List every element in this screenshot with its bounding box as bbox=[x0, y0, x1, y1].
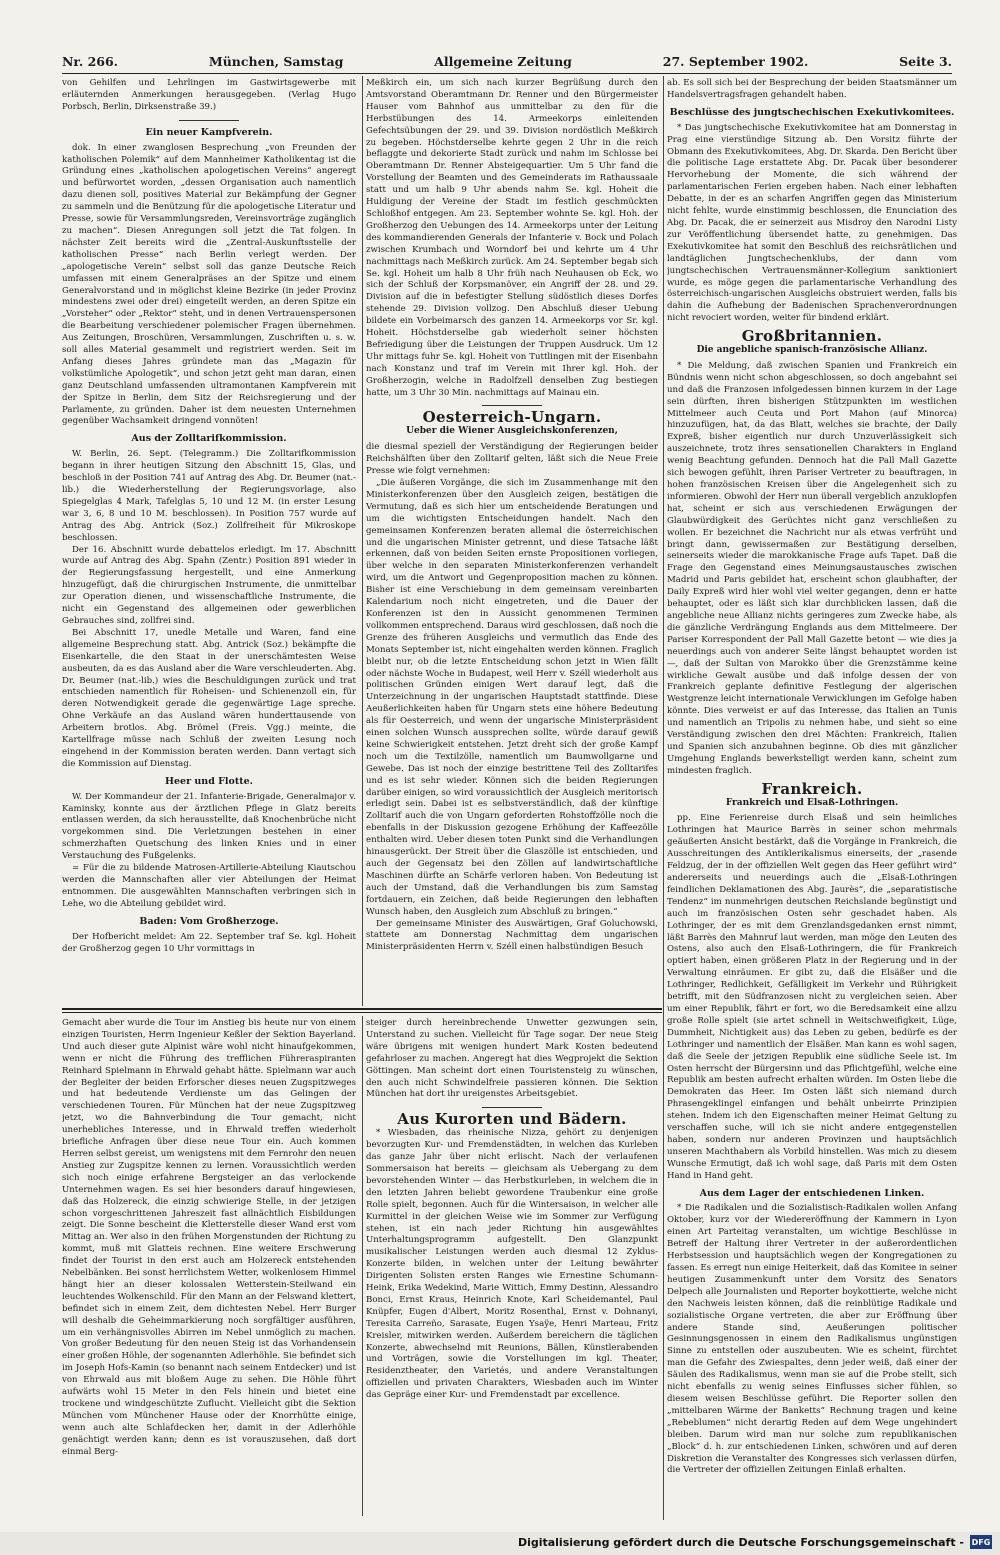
page-number: Seite 3. bbox=[899, 54, 952, 69]
separator bbox=[179, 120, 239, 121]
section-subtitle: Ueber die Wiener Ausgleichskonferenzen, bbox=[406, 426, 618, 437]
paragraph: * Wiesbaden, das rheinische Nizza, gehört zu denjenigen bevorzugten Kur- und Fremdenstädten, in welchen das Kurleben das ganze Jahr über nicht erlischt. Nach der verlaufenen Sommersaison hat bereits — gleichsam als Uebergang zu dem bevorstehenden Winter — das Herbstkurleben, in welchem die in den letzten Jahren beliebt gewordene Traubenkur eine große Rolle spielt, begonnen. Auch für die Wintersaison, in welcher alle Kurmittel in der gleichen Weise wie im Sommer zur Verfügung stehen, ist ein nach jeder Richtung hin ausgewähltes Unterhaltungsprogramm aufgestellt. Den Glanzpunkt musikalischer Leistungen werden auch diesmal 12 Zyklus-Konzerte bilden, in welchen unter der Leitung bewährter Dirigenten Solisten ersten Ranges wie Ernestine Schumann-Heink, Erika Wedekind, Marie Wittich, Emmy Destinn, Alessandro Bonci, Ernst Kraus, Heinrich Knote, Karl Scheidemantel, Paul Knüpfer, Eugen d'Albert, Moritz Rosenthal, Ernst v. Dohnanyi, Teresita Carreño, Sarasate, Eugen Ysaÿe, Henri Marteau, Fritz Kreisler, mitwirken werden. Außerdem bereichern die täglichen Konzerte, abwechselnd mit Reunions, Bällen, Künstlerabenden und Vorträgen, sowie die Vorstellungen im kgl. Theater, Residenztheater, den Varietés, und andere Veranstaltungen offiziellen und privaten Charakters, Wiesbaden auch im Winter das Gepräge einer Kur- und Fremdenstadt par excellence. bbox=[366, 1128, 658, 1401]
section-heading: Aus dem Lager der entschiedenen Linken. bbox=[699, 1187, 925, 1199]
header-rule bbox=[62, 73, 952, 74]
section-subtitle: Die angebliche spanisch-französische Allianz. bbox=[696, 345, 928, 356]
paragraph: Bei Abschnitt 17, unedle Metalle und Waren, fand eine allgemeine Besprechung statt. Abg. Antrick (Soz.) bekämpfte die Eisenkartelle, die den Staat in der unerschämtesten Weise ausbeuten, da es das Ausland aber die Ware verschleuderten. Abg. Dr. Beumer (nat.-lib.) wies die Beschuldigungen zurück und trat entschieden namentlich für Roheisen- und Schienenzoll ein, für deren Notwendigkeit gerade die gegenwärtige Lage spreche. Ohne Verkäufe an das Ausland wären hunderttausende von Arbeitern brotlos. Abg. Brömel (Freis. Vgg.) meinte, die Kartellfrage müsse nach Schluß der zweiten Lesung noch eingehend in der Kommission beraten werden. Dann vertagt sich die Kommission auf Dienstag. bbox=[62, 627, 356, 769]
paragraph: * Die Meldung, daß zwischen Spanien und Frankreich ein Bündnis wenn nicht schon abgeschlossen, so doch angebahnt sei und daß die Franzosen infolgedessen binnen kurzem in der Lage sein dürften, ihren bisherigen Stützpunkten im westlichen Mittelmeer auch Ceuta und Port Mahon (auf Minorca) hinzuzufügen, hat, da das Blatt, welches sie brachte, der Daily Expreß, bisher eigentlich nur durch Unzuverlässigkeit sich auszeichnete, trotz ihres sensationellen Charakters in England wenig Beachtung gefunden. Dennoch hat die Pall Mall Gazette sich bewogen gefühlt, ihren Pariser Vertreter zu beauftragen, in hohen französischen Kreisen über die Angelegenheit sich zu informieren. Obwohl der Herr nun überall vergeblich anzuklopfen hat, scheint er sich aus verschiedenen Erwägungen der Glaubwürdigkeit des Gerüchtes nicht ganz verschließen zu wollen. Er bezeichnet die Nachricht nur als etwas verfrüht und bringt dann, gewissermaßen zur Bestätigung derselben, seinerseits wieder die marokkanische Frage aufs Tapet. Daß die Frage den Gegenstand eines Meinungsaustausches zwischen Madrid und Paris gebildet hat, erscheint schon glaubhafter, der Daily Expreß wird hier wohl viel weiter gegangen, denn er hatte behauptet, oder es läßt sich klar durchblicken lassen, daß die angebliche neue Allianz nichts geringeres zum Zwecke habe, als die gänzliche Verdrängung Englands aus dem Mittelmeere. Der Pariser Korrespondent der Pall Mall Gazette betont — wie dies ja neuerdings auch von anderer Seite längst behauptet worden ist —, daß der Sultan von Marokko über die Grenzstämme keine wirkliche Gewalt ausübe und daß infolge dessen der von Frankreich geplante definitive Festlegung der algerischen Westgrenze leicht internationale Verwicklungen im Gefolge haben könnte. Dies verweist er auf das Interesse, das Italien an Tunis und namentlich an Tripolis zu nehmen habe, und sieht so eine Verständigung zwischen den drei Mächten: Frankreich, Italien und Spanien sich anzubahnen beginne. Ob dies mit gänzlicher Umgehung Englands bewerkstelligt werden kann, scheint zum mindesten fraglich. bbox=[667, 360, 957, 776]
paragraph: W. Der Kommandeur der 21. Infanterie-Brigade, Generalmajor v. Kaminsky, konnte aus der ärztlichen Pflege in Glatz bereits entlassen werden, da sich herausstellte, daß Knochenbrüche nicht vorgekommen sind. Die Verletzungen bestehen in einer schmerzhaften Quetschung des linken Knies und in einer Verstauchung des Fußgelenks. bbox=[62, 791, 356, 862]
column-2-upper bbox=[366, 78, 658, 1004]
paragraph: „Die äußeren Vorgänge, die sich im Zusammenhange mit den Ministerkonferenzen über den Ausgleich zeigen, bestätigen die Vermutung, daß es sich hier um entscheidende Beratungen und um die wichtigsten Entscheidungen handelt. Nach den gemeinsamen Konferenzen beraten allemal die österreichischen und die ungarischen Minister getrennt, und diese Tatsache läßt erkennen, daß von beiden Seiten ernste Propositionen vorliegen, über welche in den separaten Ministerkonferenzen verhandelt wird, um die Antwort und Gegenproposition machen zu können. Bisher ist eine Verschiebung in dem gemeinsam vereinbarten Kalendarium noch nicht eingetreten, und die Dauer der Konferenzen ist den in Aussicht genommenen Terminen vollkommen entsprechend. Daraus wird geschlossen, daß noch die Grenze des früheren Ausgleichs und vermutlich das Ende des Monats September ist, nicht eingehalten werden können. Fraglich bleibt nur, ob die letzte Entscheidung schon jetzt in Wien fällt oder nächste Woche in Budapest, weil Herr v. Széll wiederholt aus politischen Gründen einigen Wert darauf legt, daß die Unterzeichnung in der ungarischen Hauptstadt stattfinde. Diese Aeußerlichkeiten haben für Ungarn stets eine höhere Bedeutung als für Oesterreich, und wenn der ungarische Ministerpräsident einen solchen Wunsch aussprechen sollte, würde darauf gewiß keine Schwierigkeit entstehen. Jetzt dreht sich der große Kampf noch um die Textilzölle, namentlich um Baumwollgarne und Gewebe. Das ist noch der einzige bestrittene Teil des Zolltarifes und es ist sehr wieder. Können sich die beiden Regierungen darüber einigen, so wird voraussichtlich der Ausgleich meritorisch erledigt sein. Dabei ist es selbstverständlich, daß der künftige Zolltarif auch die von Ungarn geforderten Rohstoffzölle noch die ebenfalls in der Diskussion gezogene Erhöhung der Kaffeezölle enthalten wird. Ueber diesen toten Punkt sind die Verhandlungen hinausgerückt. Der Streit über die Glaszölle ist entschieden, und auch der Gegensatz bei den Zöllen auf landwirtschaftliche Maschinen dürfte an Schärfe verloren haben. Von Bedeutung ist auch der Umstand, daß die Verhandlungen bis zum Samstag fortdauern, ein Zeichen, daß beide Regierungen den lebhaften Wunsch haben, den Ausgleich zum Abschluß zu bringen.“ bbox=[366, 478, 658, 917]
issue-number: Nr. 266. bbox=[62, 54, 119, 69]
column-2-lower bbox=[366, 1018, 658, 1518]
paragraph: Meßkirch ein, um sich nach kurzer Begrüßung durch den Amtsvorstand Oberamtmann Dr. Renner und den Bürgermeister Hauser vom Bahnhof aus unmittelbar zu den für die Herbstübungen des 14. Armeekorps einleitenden Gefechtsübungen der 29. und 39. Division nordöstlich Meßkirch zu begeben. Höchstderselbe kehrte gegen 2 Uhr in die reich beflaggte und dekorierte Stadt zurück und nahm im Schlosse bei Oberamtmann Dr. Renner Absteigequartier. Um 5 Uhr fand die Vorstellung der Beamten und des Gemeinderats im Rathaussaale statt und um halb 9 Uhr abends nahm Se. kgl. Hoheit die Huldigung der Vereine der Stadt im festlich geschmückten Schloßhof entgegen. Am 23. September wohnte Se. kgl. Hoh. der Großherzog den Uebungen des 14. Armeekorps unter der Leitung des kommandierenden Generals der Infanterie v. Bock und Polach zwischen Krumbach und Worndorf bei und kehrte um 4 Uhr nachmittags nach Meßkirch zurück. Am 24. September begab sich Se. kgl. Hoheit um halb 8 Uhr früh nach Neuhausen ob Eck, wo sich der Schluß der Korpsmanöver, ein Angriff der 28. und 29. Division auf die in befestigter Stellung südöstlich dieses Dorfes stehende 29. Division vollzog. Den Abschluß dieser Uebung bildete ein Vorbeimarsch des ganzen 14. Armeekorps vor Sr. kgl. Hoheit. Höchstderselbe gab wiederholt seiner höchsten Befriedigung über die Leistungen der Truppen Ausdruck. Um 12 Uhr mittags fuhr Se. kgl. Hoheit von Tuttlingen mit der Eisenbahn nach Konstanz und traf im Verein mit Ihrer kgl. Hoh. der Großherzogin, welche in Radolfzell denselben Zug bestiegen hatte, um 3 Uhr 30 Min. nachmittags auf Mainau ein. bbox=[366, 78, 658, 398]
paragraph: steiger durch hereinbrechende Unwetter gezwungen sein, Unterstand zu suchen. Vielleicht für Tage sogar. Der neue Steig wäre übrigens mit wenigen hundert Mark Kosten bedeutend gefahrloser zu machen. Angeregt hat dies Wegprojekt die Sektion Göttingen. Man scheint dort einen Touristensteig zu wünschen, den auch nicht Schwindelfreie passieren können. Die Sektion München hat dort ihr ureigenstes Arbeitsgebiet. bbox=[366, 1018, 658, 1100]
masthead: Allgemeine Zeitung bbox=[434, 54, 572, 69]
section-subtitle: Frankreich und Elsaß-Lothringen. bbox=[725, 797, 899, 808]
section-divider bbox=[62, 1008, 662, 1010]
paragraph: Der gemeinsame Minister des Auswärtigen, Graf Goluchowski, stattete am Donnerstag Nachmittag dem ungarischen Ministerpräsidenten Herrn v. Széll einen halbstündigen Besuch bbox=[366, 918, 658, 953]
column-divider bbox=[362, 76, 363, 1006]
column-3 bbox=[667, 78, 957, 1520]
column-divider bbox=[663, 76, 664, 1520]
dfg-logo: DFG bbox=[970, 1535, 992, 1549]
paragraph: * Das jungtschechische Exekutivkomitee hat am Donnerstag in Prag eine vierstündige Sitzung ab. Den Vorsitz führte der Obmann des Exekutivkomitees, Abg. Dr. Skarda. Den Bericht über die politische Lage erstattete Abg. Dr. Pacak über besonderer Hervorhebung der Momente, die sich während der parlamentarischen Ferien ergeben haben. Nach einer lebhaften Debatte, in der es an scharfen Angriffen gegen das Ministerium nicht fehlte, wurde einstimmig beschlossen, die Enunciation des Abg. Dr. Pacak, die er seinerzeit aus Misdroy den Narodni Listy zur Veröffentlichung übersendet hatte, zu genehmigen. Das Exekutivkomitee hat somit den Beschluß des reichsrätlichen und landtäglichen Jungtschechenklubs, der dann vom jungtschechischen Vertrauensmänner-Kollegium sanktioniert wurde, es möge gegen die parlamentarische Verhandlung des österreichisch-ungarischen Ausgleichs obstruiert werden, falls bis dahin die Aufhebung der Badenischen Sprachenverordnungen nicht revociert worden, weiter für bindend erklärt. bbox=[667, 122, 957, 324]
paragraph: Der Hofbericht meldet: Am 22. September traf Se. kgl. Hoheit der Großherzog gegen 10 Uhr vormittags in bbox=[62, 931, 356, 954]
section-title: Großbritannien. bbox=[741, 327, 883, 346]
page-header bbox=[62, 54, 952, 74]
separator bbox=[482, 1107, 542, 1108]
section-heading: Beschlüsse des jungtschechischen Exekutivkomitees. bbox=[669, 106, 955, 118]
funding-notice: Digitalisierung gefördert durch die Deutsche Forschungsgemeinschaft - bbox=[517, 1536, 964, 1549]
paragraph: Gemacht aber wurde die Tour im Anstieg bis heute nur von einem einzigen Touristen, Herrn Ingenieur Keßler der Sektion Bayerland. Und auch dieser gute Alpinist wäre wohl nicht hinaufgekommen, wenn er nicht die Führung des trefflichen Führeraspiranten Reinhard Spielmann in Ehrwald gehabt hätte. Spielmann war auch der Begleiter der beiden Erforscher dieses neuen Zugspitzweges und hat bedeutende Verdienste um das Gelingen der verschiedenen Touren. Für München hat der neue Zugspitzweg jetzt, wo die Bahnverbindung die Tour gemacht, nicht unerhebliches Interesse, und in Ehrwald treffen wiederholt briefliche Anfragen über diese neue Tour ein. Auch kommen Herren selbst gereist, um wenigstens mit dem Fernrohr den neuen Anstieg zur Zugspitze kennen zu lernen. Voraussichtlich werden sich noch einige erfahrene Bergsteiger an das verlockende Unternehmen wagen. Es sei hier besonders darauf hingewiesen, daß das Holzereck, die einzig schwierige Stelle, in der jetzigen schon vorgeschrittenen Jahreszeit fast allnächtlich Eisbildungen zeigt. Die Sonne bescheint die Kletterstelle dieser Wand erst vom Mittag an. Wer also in den frühen Morgenstunden der Richtung zu kommt, muß mit Glatteis rechnen. Eine weitere Erschwerung findet der Tourist in den erst auch am Holzereck entstehenden Nebelbänken. Bei sonst herrlichstem Wetter, wolkenlosem Himmel hängt hier an dieser kolossalen Wetterstein-Steilwand ein leuchtendes Wolkenschild. Für den Mann an der Felswand klettert, befindet sich in einem Zeit, dem dichtesten Nebel. Herr Burger will deshalb die Geheimmarkierung noch sorgfältiger ausführen, um ein verhängnisvolles Abirren im Nebel unmöglich zu machen. Von großer Bedeutung für den neuen Steig ist das Vorhandensein einer großen Höhle, der sogenannten Adlerhöhle. Sie befindet sich im Joseph Hofs-Kamin (so benannt nach seinem Entdecker) und ist von Ehrwald aus mit bloßem Auge zu sehen. Die Höhle führt aufwärts wohl 15 Meter in den Fels hinein und bietet eine trockene und windgeschützte Zuflucht. Vielleicht gibt die Sektion München vom Münchener Hause oder der Knorrhütte einige, wenn auch alte Schlafdecken her, damit in der Adlerhöhle genächtigt werden kann; denn es ist vorauszusehen, daß dort einmal Berg- bbox=[62, 1018, 356, 1457]
issue-date: 27. September 1902. bbox=[662, 54, 809, 69]
paragraph: von Gehilfen und Lehrlingen im Gastwirtsgewerbe mit erläuternden Anmerkungen herausgegeben. (Verlag Hugo Porbsch, Berlin, Dirksenstraße 39.) bbox=[62, 78, 356, 112]
column-divider bbox=[362, 1016, 363, 1516]
paragraph: die diesmal speziell der Verständigung der Regierungen beider Reichshälften über den Zolltarif gelten, läßt sich die Neue Freie Presse wie folgt vernehmen: bbox=[366, 442, 658, 477]
separator bbox=[482, 405, 542, 406]
paragraph: * Die Radikalen und die Sozialistisch-Radikalen wollen Anfang Oktober, kurz vor der Wiedereröffnung der Kammern in Lyon einen Art Parteitag veranstalten, um wichtige Beschlüsse in Betreff der Haltung ihrer Vertreter in der außerordentlichen Herbstsession und hauptsächlich wegen der Kongregationen zu fassen. Es erregt nun einige Heiterkeit, daß das Komitee in seiner heutigen Zusammenkunft unter dem Vorsitz des Senators Delpech alle Journalisten und Reporter boykottierte, welche nicht den Nachweis leisten können, daß die reinblütige Radikale und sozialistische Organe vertreten, die aber zur Eröffnung über andere Stande sind, Aeußerungen politischer Gesinnungsgenossen in einem den Radikalismus ungünstigen Sinne zu entstellen oder auszubeuten. Wie es scheint, fürchtet man die Gefahr des Zwiespaltes, denn jeder weiß, daß einer der Säulen des Radikalismus, wenn man sie auf die Probe stellt, sich nicht ebenfalls zu wenig seines Einflusses sicher fühlen, so diesem weisen Beschlüsse geführt. Die Reporter sollen den „mittelbaren Wärme der Banketts“ Rechnung tragen und keine „Rebeblumen“ nicht derartig Reden auf dem Wege ungehindert bleiben. Darum wird man nur solche zum republikanischen „Block“ d. h. zur entschiedenen Linken, schwören und auf deren Diskretion die Veranstalter des Kongresses sich verlassen dürfen, die Vertreter der offiziellen Zeitungen Einlaß erhalten. bbox=[667, 1203, 957, 1476]
column-1-lower bbox=[62, 1018, 356, 1518]
paragraph: Der 16. Abschnitt wurde debattelos erledigt. Im 17. Abschnitt wurde auf Antrag des Abg. Spahn (Zentr.) Position 891 wieder in der Regierungsfassung hergestellt, und eine Anmerkung hinzugefügt, daß die chirurgischen Instrumente, die unmittelbar zur Operation dienen, und wissenschaftliche Instrumente, die nicht ein Gegenstand des allgemeinen oder gewerblichen Gebrauches sind, zollfrei sind. bbox=[62, 544, 356, 626]
section-heading: Aus der Zolltarifkommission. bbox=[131, 433, 287, 445]
column-1-upper bbox=[62, 78, 356, 1004]
paragraph: ab. Es soll sich bei der Besprechung der beiden Staatsmänner um Handelsvertragsfragen gehandelt haben. bbox=[667, 78, 957, 100]
section-heading: Heer und Flotte. bbox=[165, 775, 253, 787]
section-heading: Baden: Vom Großherzoge. bbox=[139, 915, 279, 927]
paragraph: = Für die zu bildende Matrosen-Artillerie-Abteilung Kiautschou werden die Mannschaften aller vier Abteilungen der Heimat entnommen. Die ausgewählten Mannschaften verbringen sich in Lehe, wo die Abteilung gebildet wird. bbox=[62, 863, 356, 909]
section-divider bbox=[62, 1012, 662, 1013]
paragraph: pp. Eine Ferienreise durch Elsaß und sein heimliches Lothringen hat Maurice Barrès in seiner schon mehrmals geäußerten Ansicht bestärkt, daß die Vorgänge in Frankreich, die Ausschreitungen des Antiklerikalismus einerseits, der „rasende Feldzug, der in der offiziellen Welt gegen das Heer geführt wird“ andererseits und neuerdings auch die „Elsaß-Lothringen feindlichen Deklamationen des Abg. Jaurès“, die „separatistische Tendenz“ im nunmehrigen deutschen Reichslande begünstigt und auch im französischen Osten sehr geschadet haben. Als Lothringer, der es mit dem Grenzlandsgedanken ernst nimmt, läßt Barrès den Mahnruf laut werden, man möge den Leuten des Ostens, also auch den Elsaß-Lothringern, die für Frankreich optiert haben, einen größeren Platz in der Regierung und in der Verwaltung einräumen. Er gibt zu, daß die Elsäßer und die Lothringer, Redlichkeit, Gefälligkeit im Verkehr und Rührigkeit betrifft, mit den Südfranzosen nicht zu vergleichen seien. Aber um einer Republik, fährt er fort, wo die Beredsamkeit eine allzu große Rolle spielt (sie artet schnell in Weitschweifigkeit, Lüge, Dummheit, Nichtigkeit aus) das Leben zu geben, bedürfe es der Lothringer und namentlich der Elsäßer. Man kann es wohl sagen, daß die Seele der jetzigen Republik eine südliche Seele ist. Im Osten herrscht der Bürgersinn und das Pflichtgefühl, welche eine Republik am besten aufrecht erhalten würden. Im Osten liebe die Demokraten das Heer. Im Osten läßt sich niemand durch Phrasengeklingel einfangen und behält unbeirrte Prinzipien stehen. Indem ich den Eigenschaften meiner Heimat Geltung zu verschaffen suche, will ich sie nicht andere entgegenstellen haben, sondern nur anderen Provinzen und hauptsächlich unseren Machthabern als Vorbild hinstellen. Was mich zu diesem Wunsche Ermutigt, daß ich wohl sage, daß Paris mit dem Osten Hand in Hand geht. bbox=[667, 813, 957, 1181]
paragraph: W. Berlin, 26. Sept. (Telegramm.) Die Zolltarifkommission begann in ihrer heutigen Sitzung den Abschnitt 15, Glas, und beschloß in der Position 741 auf Antrag des Abg. Dr. Beumer (nat.-lib.) die Wiederherstellung der Regierungsvorlage, also Spiegelglas 4 Mark, Tafelglas 5, 10 und 12 M. (in erster Lesung war 3, 6, 8 und 10 M. beschlossen). In Position 757 wurde auf Antrag des Abg. Antrick (Soz.) Zollfreiheit für Mikroskope beschlossen. bbox=[62, 449, 356, 543]
section-title: Aus Kurorten und Bädern. bbox=[397, 1110, 627, 1129]
section-title: Oesterreich-Ungarn. bbox=[422, 408, 602, 427]
place-day: München, Samstag bbox=[208, 54, 344, 69]
section-heading: Ein neuer Kampfverein. bbox=[145, 126, 273, 138]
paragraph: dok. In einer zwanglosen Besprechung „von Freunden der katholischen Polemik“ auf dem Mannheimer Katholikentag ist die Gründung eines „katholischen apologetischen Vereins“ angeregt und befürwortet worden, „dessen Organisation auch namentlich dazu dienen soll, positives Material zur Bekämpfung der Gegner zu sammeln und die Benützung für die apologetische Literatur und Presse, sowie für Versammlungsreden, Vereinsvorträge zugänglich zu machen“. Diesen Anregungen soll jetzt die Tat folgen. In nächster Zeit bereits wird die „Zentral-Auskunftsstelle der katholischen Presse“ nach Berlin verlegt werden. Der „apologetische Verein“ selbst soll das ganze Deutsche Reich umfassen mit einem Generalpräses an der Spitze und einem Generalvorstand und in möglichst kleine Bezirke (in jeder Provinz mindestens zwei oder drei) eingeteilt werden, an deren Spitze ein „Vorsteher“ oder „Rektor“ steht, und in denen Vertrauenspersonen die Bearbeitung verschiedener polemischer Fragen übernehmen. Aus Zeitungen, Broschüren, Versammlungen, Zuschriften u. s. w. soll alles Material gesammelt und registriert werden. Seit im Anfang dieses Jahres gründete man das „Magazin für volkstümliche Apologetik“, und schon jetzt geht man daran, einen ganz Deutschland umfassenden ultramontanen Kampfverein mit der Spitze in Berlin, dem Sitz der Reichsregierung und der Parlamente, zu gründen. Daher ist dem neuesten Unternehmen gegenüber Wachsamkeit dringend vonnöten! bbox=[62, 142, 356, 427]
section-title: Frankreich. bbox=[761, 779, 863, 798]
